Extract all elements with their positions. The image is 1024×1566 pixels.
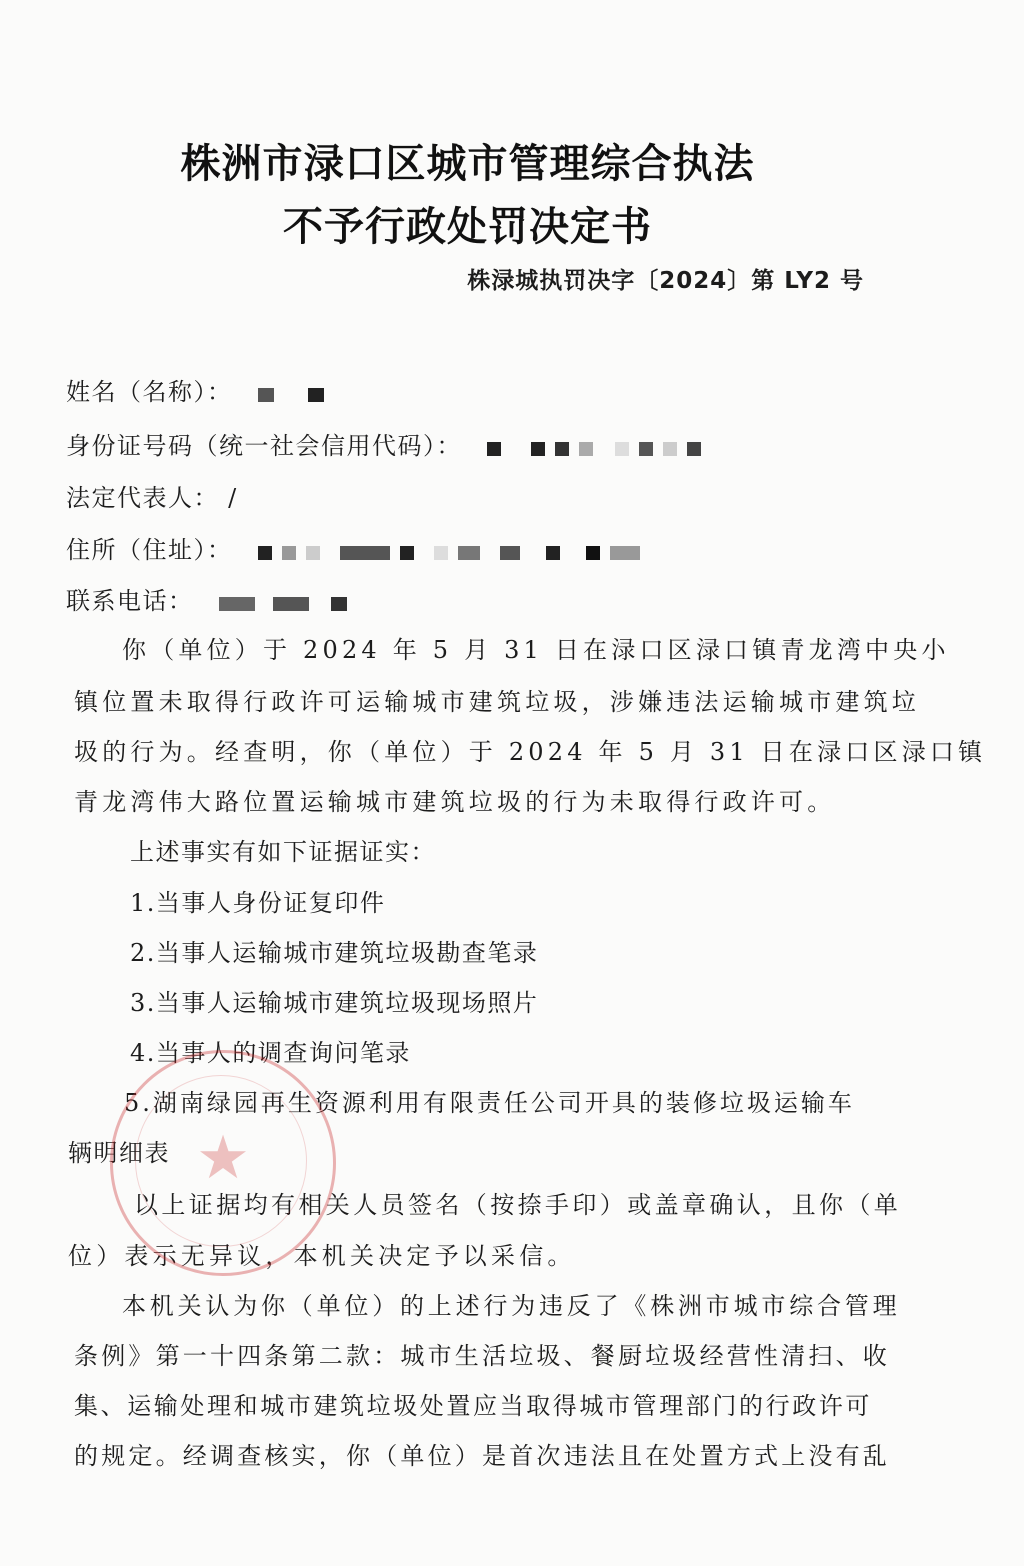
address-label: 住所（住址）： [66, 536, 233, 564]
paragraph-evidence-line2: 位）表示无异议，本机关决定予以采信。 [68, 1242, 576, 1270]
seal-star-icon: ★ [196, 1123, 250, 1193]
paragraph-ruling-line1: 本机关认为你（单位）的上述行为违反了《株洲市城市综合管理 [122, 1292, 901, 1320]
paragraph-facts-line2: 镇位置未取得行政许可运输城市建筑垃圾，涉嫌违法运输城市建筑垃 [74, 688, 920, 716]
legal-rep-label: 法定代表人： [66, 484, 219, 512]
evidence-item-5-line2: 辆明细表 [68, 1139, 170, 1167]
document-title-line1: 株洲市渌口区城市管理综合执法 [180, 141, 755, 187]
phone-redaction [219, 589, 357, 617]
legal-rep-field [66, 478, 238, 513]
id-redaction [487, 434, 711, 462]
paragraph-ruling-line4: 的规定。经调查核实，你（单位）是首次违法且在处置方式上没有乱 [74, 1442, 890, 1470]
id-label: 身份证号码（统一社会信用代码）： [66, 432, 462, 460]
evidence-item-5-line1: 5.湖南绿园再生资源利用有限责任公司开具的装修垃圾运输车 [124, 1089, 855, 1117]
address-field [66, 530, 650, 566]
name-label: 姓名（名称）： [66, 378, 233, 406]
evidence-intro: 上述事实有如下证据证实： [130, 838, 436, 866]
paragraph-ruling-line2: 条例》第一十四条第二款：城市生活垃圾、餐厨垃圾经营性清扫、收 [74, 1342, 890, 1370]
paragraph-facts-line4: 青龙湾伟大路位置运输城市建筑垃圾的行为未取得行政许可。 [74, 788, 836, 816]
legal-rep-value: / [228, 484, 238, 512]
document-title-line2: 不予行政处罚决定书 [283, 204, 652, 250]
phone-label: 联系电话： [66, 587, 194, 615]
evidence-item-1: 1.当事人身份证复印件 [130, 889, 386, 917]
official-seal [110, 1050, 336, 1276]
paragraph-facts-line1: 你（单位）于 2024 年 5 月 31 日在渌口区渌口镇青龙湾中央小 [122, 636, 950, 664]
address-redaction [258, 538, 650, 566]
phone-field [66, 581, 357, 617]
name-redaction [258, 380, 334, 408]
paragraph-evidence-line1: 以上证据均有相关人员签名（按捺手印）或盖章确认，且你（单 [134, 1191, 902, 1219]
evidence-item-3: 3.当事人运输城市建筑垃圾现场照片 [130, 989, 539, 1017]
document-number: 株渌城执罚决字〔2024〕第 LY2 号 [467, 268, 864, 294]
paragraph-ruling-line3: 集、运输处理和城市建筑垃圾处置应当取得城市管理部门的行政许可 [74, 1392, 872, 1420]
name-field [66, 372, 334, 408]
id-field [66, 426, 711, 462]
evidence-item-2: 2.当事人运输城市建筑垃圾勘查笔录 [130, 939, 539, 967]
evidence-item-4: 4.当事人的调查询问笔录 [130, 1039, 411, 1067]
paragraph-facts-line3: 圾的行为。经查明，你（单位）于 2024 年 5 月 31 日在渌口区渌口镇 [74, 738, 987, 766]
